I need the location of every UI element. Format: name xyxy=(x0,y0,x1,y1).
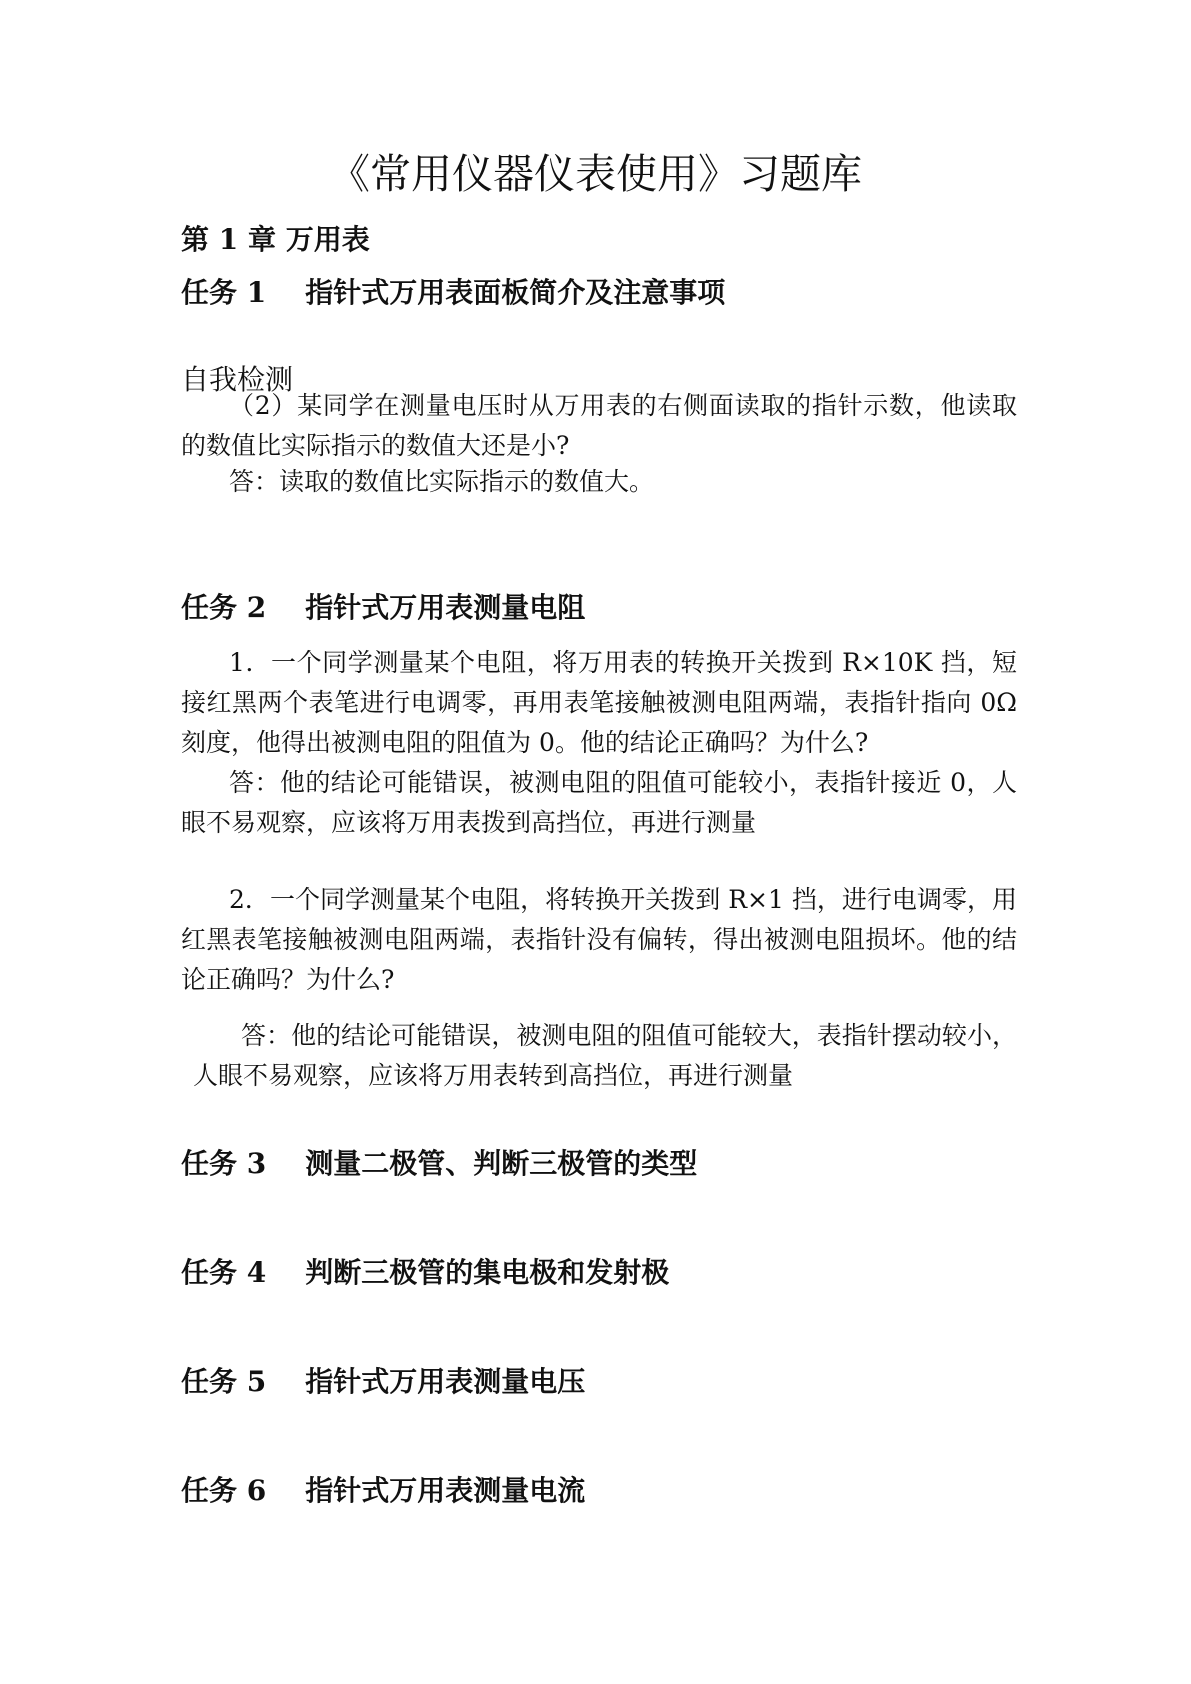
task-1-question: （2）某同学在测量电压时从万用表的右侧面读取的指针示数，他读取的数值比实际指示的数值大还是小? xyxy=(181,391,1017,460)
task-3-heading: 任务 3 测量二极管、判断三极管的类型 xyxy=(181,1147,698,1180)
task-1-answer: 答：读取的数值比实际指示的数值大。 xyxy=(229,467,655,496)
task-2-answer-2: 答：他的结论可能错误，被测电阻的阻值可能较大，表指针摆动较小，人眼不易观察，应该将万用表转到高挡位，再进行测量 xyxy=(193,1021,1017,1090)
document-title: 《常用仪器仪表使用》习题库 xyxy=(329,150,862,198)
task-2-heading: 任务 2 指针式万用表测量电阻 xyxy=(181,591,586,624)
task-2-question-1: 1．一个同学测量某个电阻，将万用表的转换开关拨到 R×10K 挡，短接红黑两个表笔进行电调零，再用表笔接触被测电阻两端，表指针指向 0Ω 刻度，他得出被测电阻的阻值为 0。他的结论正确吗？为什么? xyxy=(181,648,1017,757)
chapter-heading: 第 1 章 万用表 xyxy=(181,223,370,256)
task-5-heading: 任务 5 指针式万用表测量电压 xyxy=(181,1365,586,1398)
task-2-question-2: 2．一个同学测量某个电阻，将转换开关拨到 R×1 挡，进行电调零，用红黑表笔接触被测电阻两端，表指针没有偏转，得出被测电阻损坏。他的结论正确吗？为什么? xyxy=(181,885,1017,994)
task-1-heading: 任务 1 指针式万用表面板简介及注意事项 xyxy=(181,276,726,309)
task-4-heading: 任务 4 判断三极管的集电极和发射极 xyxy=(181,1256,670,1289)
self-check-label: 自我检测 xyxy=(181,363,294,396)
task-6-heading: 任务 6 指针式万用表测量电流 xyxy=(181,1474,586,1507)
task-2-answer-1: 答：他的结论可能错误，被测电阻的阻值可能较小，表指针接近 0，人眼不易观察，应该将万用表拨到高挡位，再进行测量 xyxy=(181,768,1017,837)
